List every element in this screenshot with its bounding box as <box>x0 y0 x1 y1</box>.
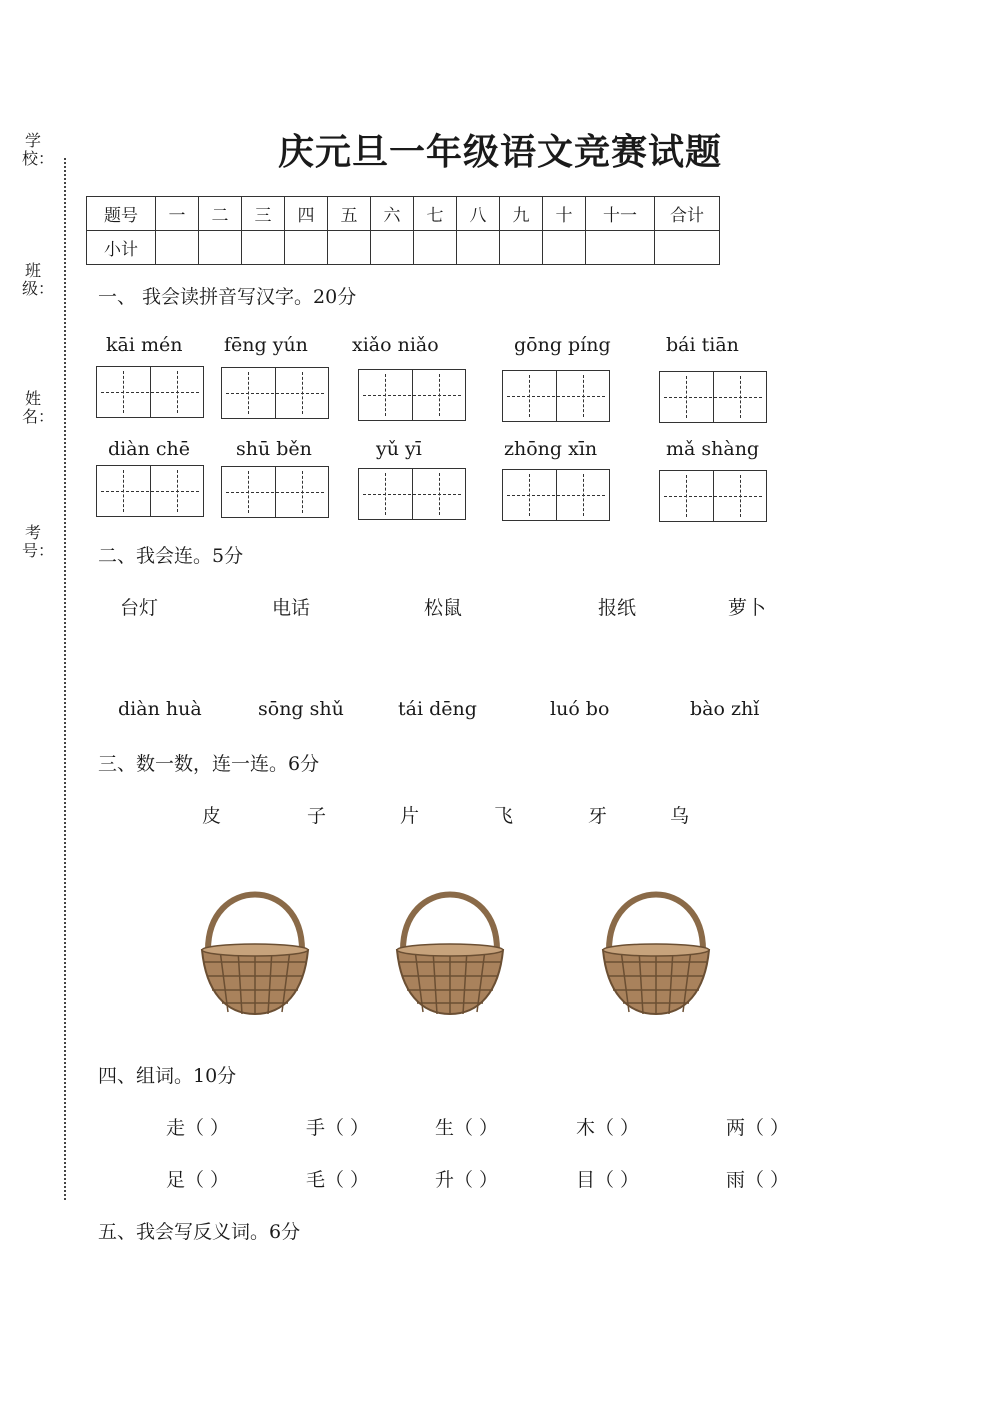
score-cell[interactable] <box>543 231 586 265</box>
word-group-item[interactable]: 升（ ） <box>435 1169 499 1191</box>
writing-grid[interactable] <box>502 370 610 422</box>
score-cell[interactable] <box>156 231 199 265</box>
score-header-cell: 八 <box>457 197 500 231</box>
score-table <box>86 196 720 265</box>
word-group-item[interactable]: 两（ ） <box>726 1117 790 1139</box>
score-header-cell: 七 <box>414 197 457 231</box>
match-word[interactable]: 松鼠 <box>424 597 463 619</box>
writing-grid[interactable] <box>96 366 204 418</box>
section-2-heading: 二、我会连。5分 <box>98 545 244 567</box>
word-group-item[interactable]: 毛（ ） <box>306 1169 370 1191</box>
score-header-cell: 二 <box>199 197 242 231</box>
word-group-item[interactable]: 生（ ） <box>435 1117 499 1139</box>
pinyin-label: gōng píng <box>514 334 611 356</box>
match-pinyin[interactable]: tái dēng <box>398 698 477 720</box>
score-table-subtotal-row <box>87 231 720 265</box>
score-cell[interactable] <box>500 231 543 265</box>
binding-dotted-line <box>64 158 66 1200</box>
match-word[interactable]: 报纸 <box>598 597 637 619</box>
match-word[interactable]: 电话 <box>272 597 311 619</box>
basket-icon[interactable] <box>395 888 505 1018</box>
pinyin-label: diàn chē <box>108 438 190 460</box>
count-char[interactable]: 乌 <box>670 805 690 827</box>
count-char[interactable]: 牙 <box>588 805 608 827</box>
score-cell[interactable] <box>285 231 328 265</box>
score-cell[interactable] <box>414 231 457 265</box>
section-3-heading: 三、数一数，连一连。6分 <box>98 753 320 775</box>
basket-icon[interactable] <box>601 888 711 1018</box>
count-char[interactable]: 飞 <box>494 805 514 827</box>
pinyin-label: mǎ shàng <box>666 438 760 460</box>
pinyin-label: fēng yún <box>224 334 308 356</box>
word-group-item[interactable]: 木（ ） <box>576 1117 640 1139</box>
word-group-item[interactable]: 目（ ） <box>576 1169 640 1191</box>
writing-grid[interactable] <box>221 367 329 419</box>
pinyin-label: bái tiān <box>666 334 739 356</box>
score-cell[interactable] <box>328 231 371 265</box>
word-group-item[interactable]: 足（ ） <box>166 1169 230 1191</box>
pinyin-label: xiǎo niǎo <box>352 334 439 356</box>
side-label-school: 学校： <box>22 131 55 168</box>
score-header-cell: 十 <box>543 197 586 231</box>
writing-grid[interactable] <box>659 371 767 423</box>
word-group-item[interactable]: 手（ ） <box>306 1117 370 1139</box>
writing-grid[interactable] <box>502 469 610 521</box>
score-header-cell: 四 <box>285 197 328 231</box>
writing-grid[interactable] <box>358 369 466 421</box>
pinyin-label: yǔ yī <box>376 438 422 460</box>
score-cell[interactable] <box>655 231 720 265</box>
score-cell[interactable] <box>199 231 242 265</box>
writing-grid[interactable] <box>358 468 466 520</box>
match-pinyin[interactable]: diàn huà <box>118 698 202 720</box>
count-char[interactable]: 皮 <box>202 805 222 827</box>
score-cell[interactable] <box>371 231 414 265</box>
writing-grid[interactable] <box>96 465 204 517</box>
section-5-heading: 五、我会写反义词。6分 <box>98 1221 301 1243</box>
pinyin-label: shū běn <box>236 438 312 460</box>
score-header-cell: 一 <box>156 197 199 231</box>
score-header-cell: 六 <box>371 197 414 231</box>
match-pinyin[interactable]: sōng shǔ <box>258 698 344 720</box>
word-group-item[interactable]: 走（ ） <box>166 1117 230 1139</box>
basket-icon[interactable] <box>200 888 310 1018</box>
score-header-cell: 十一 <box>586 197 655 231</box>
score-row-label: 小计 <box>87 231 156 265</box>
section-1-heading: 一、 我会读拼音写汉字。20分 <box>98 286 357 308</box>
match-word[interactable]: 台灯 <box>120 597 159 619</box>
match-word[interactable]: 萝卜 <box>728 597 767 619</box>
score-header-cell: 九 <box>500 197 543 231</box>
pinyin-label: kāi mén <box>106 334 183 356</box>
score-cell[interactable] <box>586 231 655 265</box>
match-pinyin[interactable]: luó bo <box>550 698 610 720</box>
match-pinyin[interactable]: bào zhǐ <box>690 698 760 720</box>
count-char[interactable]: 片 <box>400 805 420 827</box>
word-group-item[interactable]: 雨（ ） <box>726 1169 790 1191</box>
score-cell[interactable] <box>242 231 285 265</box>
side-label-name: 姓名： <box>22 389 55 426</box>
score-cell[interactable] <box>457 231 500 265</box>
count-char[interactable]: 子 <box>307 805 327 827</box>
writing-grid[interactable] <box>659 470 767 522</box>
page-title: 庆元旦一年级语文竞赛试题 <box>277 132 722 173</box>
score-header-cell: 三 <box>242 197 285 231</box>
score-header-cell: 题号 <box>87 197 156 231</box>
section-4-heading: 四、组词。10分 <box>98 1065 237 1087</box>
score-table-header-row <box>87 197 720 231</box>
side-label-class: 班级： <box>22 261 55 298</box>
writing-grid[interactable] <box>221 466 329 518</box>
score-header-cell: 五 <box>328 197 371 231</box>
pinyin-label: zhōng xīn <box>504 438 598 460</box>
score-header-cell: 合计 <box>655 197 720 231</box>
side-label-exam-number: 考号： <box>22 523 55 560</box>
